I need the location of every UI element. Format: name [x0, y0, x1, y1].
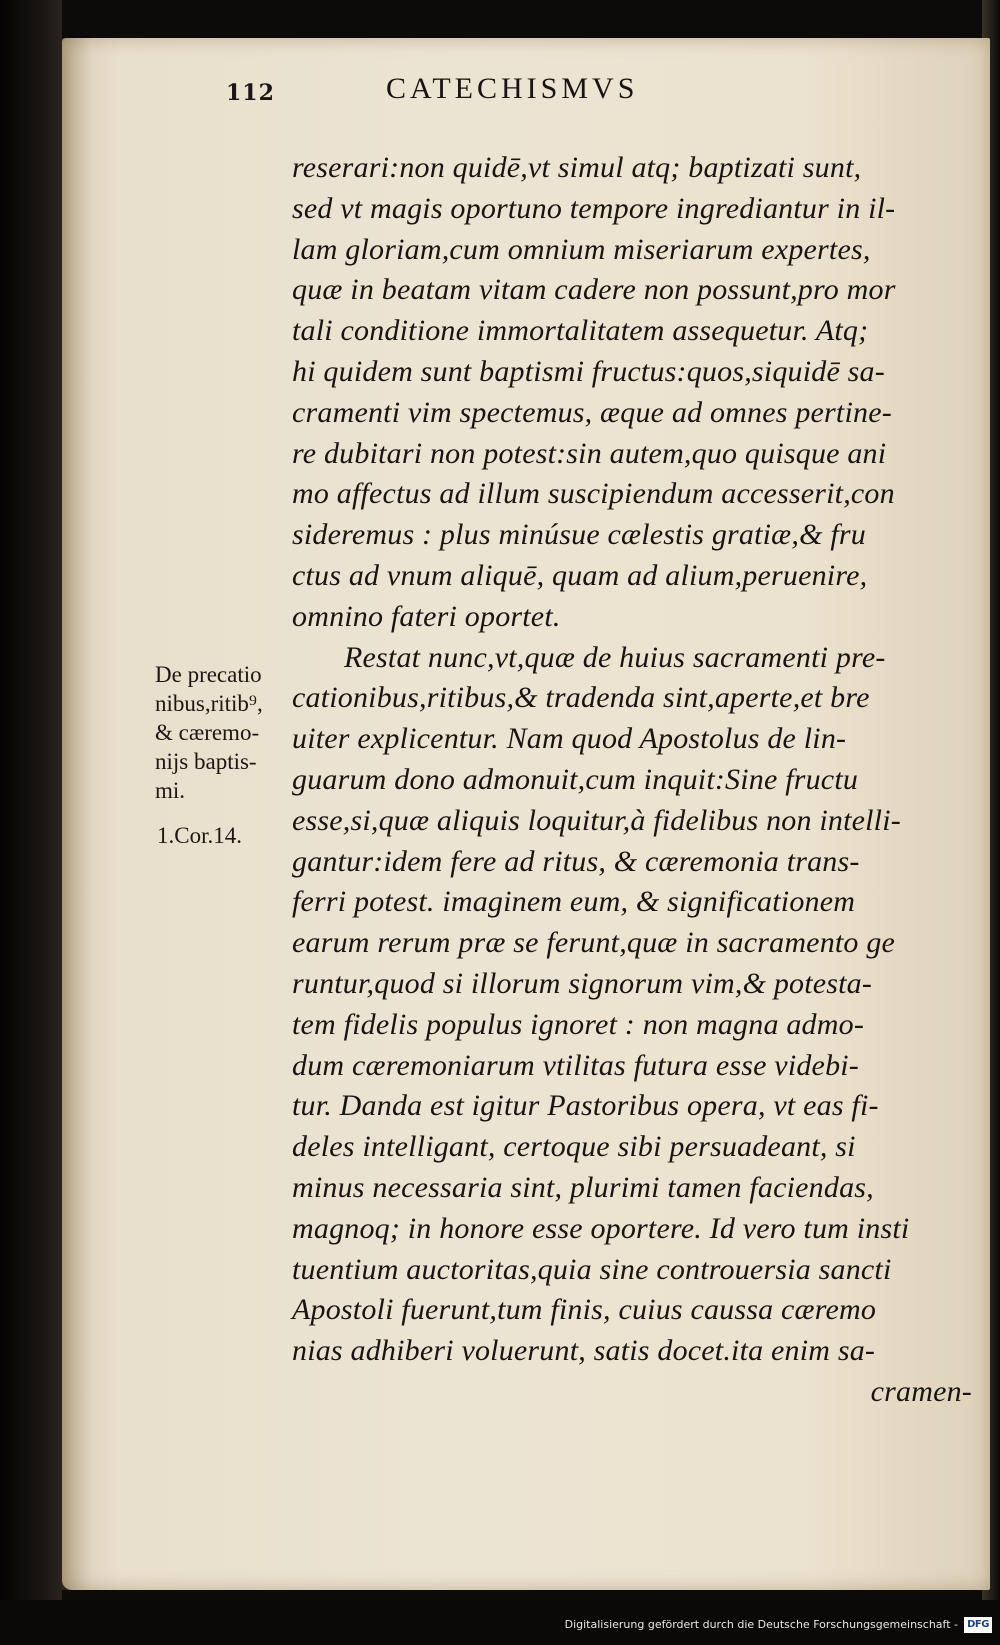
- text-line: ctus ad vnum aliquē, quam ad alium,peruenire,: [292, 558, 868, 592]
- text-line: runtur,quod si illorum signorum vim,& potesta-: [292, 966, 873, 1000]
- paragraph-start-line: Restat nunc,vt,quæ de huius sacramenti pre-: [344, 640, 886, 674]
- margin-note: [155, 660, 310, 805]
- text-line: dum cæremoniarum vtilitas futura esse videbi-: [292, 1048, 859, 1082]
- text-line: sideremus : plus minúsue cælestis gratiæ,& fru: [292, 518, 866, 552]
- text-line: hi quidem sunt baptismi fructus:quos,siquidē sa-: [292, 354, 885, 388]
- text-line: omnino fateri oportet.: [292, 599, 561, 633]
- text-line: esse,si,quæ aliquis loquitur,à fidelibus non intelli-: [292, 803, 901, 837]
- text-line: gantur:idem fere ad ritus, & cæremonia trans-: [292, 844, 860, 878]
- text-line: cationibus,ritibus,& tradenda sint,aperte,et bre: [292, 681, 870, 715]
- text-line: magnoq; in honore esse oportere. Id vero tum insti: [292, 1211, 910, 1245]
- margin-reference: 1.Cor.14.: [157, 823, 242, 848]
- dfg-logo: DFG: [964, 1617, 992, 1633]
- text-line: minus necessaria sint, plurimi tamen faciendas,: [292, 1170, 874, 1204]
- text-line: sed vt magis oportuno tempore ingrediantur in il-: [292, 191, 896, 225]
- text-line: uiter explicentur. Nam quod Apostolus de lin-: [292, 722, 847, 756]
- text-line: guarum dono admonuit,cum inquit:Sine fructu: [292, 762, 859, 796]
- page-number: 112: [226, 80, 275, 106]
- text-line: tuentium auctoritas,quia sine controuersia sancti: [292, 1252, 892, 1286]
- scan-left-edge: [0, 0, 62, 1600]
- text-line: deles intelligant, certoque sibi persuadeant, si: [292, 1130, 856, 1164]
- text-line: tem fidelis populus ignoret : non magna admo-: [292, 1007, 865, 1041]
- page-header: [226, 72, 786, 112]
- text-line: tur. Danda est igitur Pastoribus opera, vt eas fi-: [292, 1089, 879, 1123]
- text-line: nias adhiberi voluerunt, satis docet.ita enim sa-: [292, 1334, 876, 1368]
- text-line: tali conditione immortalitatem assequetur. Atq;: [292, 314, 869, 348]
- text-line: mo affectus ad illum suscipiendum accesserit,con: [292, 477, 895, 511]
- text-line: reserari:non quidē,vt simul atq; baptizati sunt,: [292, 151, 862, 184]
- running-head: CATECHISMVS: [386, 72, 639, 105]
- text-line: ferri potest. imaginem eum, & significationem: [292, 885, 856, 919]
- text-line: lam gloriam,cum omnium miseriarum expertes,: [292, 232, 871, 266]
- text-line: quæ in beatam vitam cadere non possunt,pro mor: [292, 273, 896, 307]
- text-line: Apostoli fuerunt,tum finis, cuius caussa cæremo: [292, 1293, 877, 1327]
- text-line: cramenti vim spectemus, æque ad omnes pertine-: [292, 395, 892, 429]
- margin-note-line: nijs baptis-: [155, 749, 257, 774]
- footer-bar: [0, 1600, 1000, 1645]
- margin-note-line: De precatio: [155, 662, 262, 687]
- main-text-block: [292, 148, 972, 1413]
- catchword: cramen-: [870, 1374, 972, 1408]
- text-line: earum rerum præ se ferunt,quæ in sacramento ge: [292, 926, 896, 960]
- margin-note-line: & cæremo-: [155, 720, 260, 745]
- funding-credit: Digitalisierung gefördert durch die Deutsche Forschungsgemeinschaft -: [564, 1618, 958, 1631]
- margin-note-line: mi.: [155, 778, 186, 803]
- text-line: re dubitari non potest:sin autem,quo quisque ani: [292, 436, 887, 470]
- margin-note-line: nibus,ritib⁹,: [155, 691, 263, 716]
